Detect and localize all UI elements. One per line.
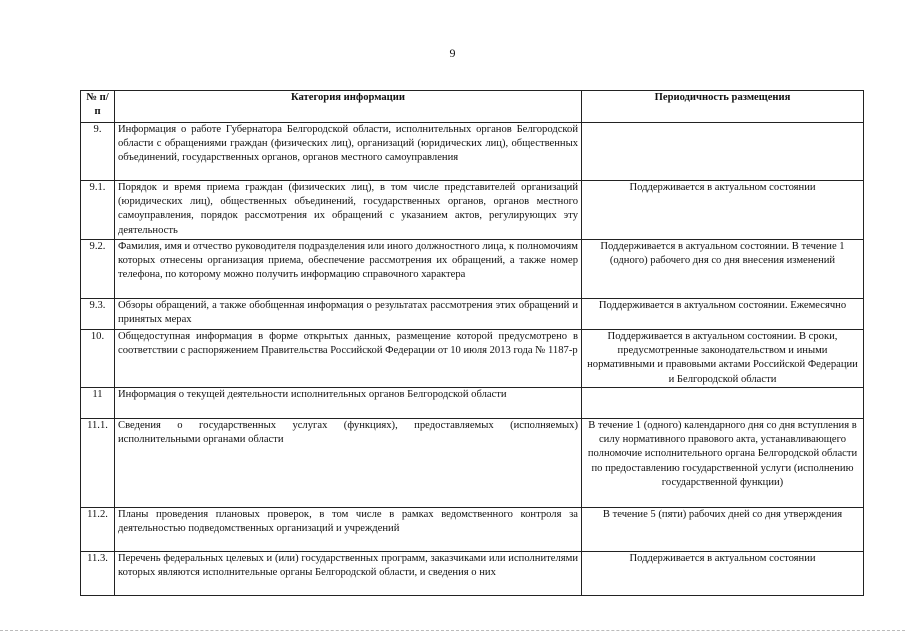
information-table: [80, 90, 864, 596]
row-num: 9.2.: [81, 240, 115, 299]
row-periodicity: Поддерживается в актуальном состоянии: [582, 552, 864, 596]
row-category: Информация о текущей деятельности исполнительных органов Белгородской области: [115, 388, 582, 419]
scan-bottom-edge: [0, 630, 905, 631]
header-periodicity: Периодичность размещения: [582, 91, 864, 123]
table-row: [81, 123, 864, 181]
row-num: 9.3.: [81, 299, 115, 330]
table-row: [81, 419, 864, 508]
row-periodicity: В течение 5 (пяти) рабочих дней со дня утверждения: [582, 508, 864, 552]
row-category: Перечень федеральных целевых и (или) государственных программ, заказчиками или исполнителями которых являются исполнительные органы Белгородской области, и сведения о них: [115, 552, 582, 596]
row-num: 11.1.: [81, 419, 115, 508]
row-periodicity: Поддерживается в актуальном состоянии. Ежемесячно: [582, 299, 864, 330]
table-row: [81, 330, 864, 388]
table-row: [81, 508, 864, 552]
row-periodicity: [582, 388, 864, 419]
header-num: № п/п: [81, 91, 115, 123]
row-category: Планы проведения плановых проверок, в том числе в рамках ведомственного контроля за деятельностью подведомственных организаций и учреждений: [115, 508, 582, 552]
row-category: Сведения о государственных услугах (функциях), предоставляемых (исполняемых) исполнительными органами области: [115, 419, 582, 508]
row-category: Обзоры обращений, а также обобщенная информация о результатах рассмотрения этих обращений и принятых мерах: [115, 299, 582, 330]
page-number: 9: [449, 46, 456, 60]
row-periodicity: Поддерживается в актуальном состоянии. В сроки, предусмотренные законодательством и иными нормативными и правовыми актами Российской Федерации и Белгородской области: [582, 330, 864, 388]
row-category: Общедоступная информация в форме открытых данных, размещение которой предусмотрено в соответствии с распоряжением Правительства Российской Федерации от 10 июля 2013 года № 1187-р: [115, 330, 582, 388]
row-num: 11.2.: [81, 508, 115, 552]
header-category: Категория информации: [115, 91, 582, 123]
table-row: [81, 240, 864, 299]
row-periodicity: [582, 123, 864, 181]
row-num: 9.1.: [81, 181, 115, 240]
row-periodicity: В течение 1 (одного) календарного дня со дня вступления в силу нормативного правового акта, устанавливающего полномочие исполнительного органа Белгородской области по предоставлению государственной услуги (исполнению государственной функции): [582, 419, 864, 508]
row-num: 11.3.: [81, 552, 115, 596]
row-category: Информация о работе Губернатора Белгородской области, исполнительных органов Белгородской области с обращениями граждан (физических лиц), организаций (юридических лиц), общественных объединений, государственных органов, органов местного самоуправления: [115, 123, 582, 181]
row-num: 9.: [81, 123, 115, 181]
table-row: [81, 388, 864, 419]
table-header-row: [81, 91, 864, 123]
table-row: [81, 299, 864, 330]
row-periodicity: Поддерживается в актуальном состоянии. В течение 1 (одного) рабочего дня со дня внесения изменений: [582, 240, 864, 299]
row-category: Порядок и время приема граждан (физических лиц), в том числе представителей организаций (юридических лиц), общественных объединений, государственных органов, органов местного самоуправления, порядок рассмотрения их обращений с указанием актов, регулирующих эту деятельность: [115, 181, 582, 240]
row-num: 11: [81, 388, 115, 419]
table-row: [81, 181, 864, 240]
table-row: [81, 552, 864, 596]
row-num: 10.: [81, 330, 115, 388]
row-periodicity: Поддерживается в актуальном состоянии: [582, 181, 864, 240]
row-category: Фамилия, имя и отчество руководителя подразделения или иного должностного лица, к полномочиям которых отнесены организация приема, обеспечение рассмотрения их обращений, а также номер телефона, по которому можно получить информацию справочного характера: [115, 240, 582, 299]
